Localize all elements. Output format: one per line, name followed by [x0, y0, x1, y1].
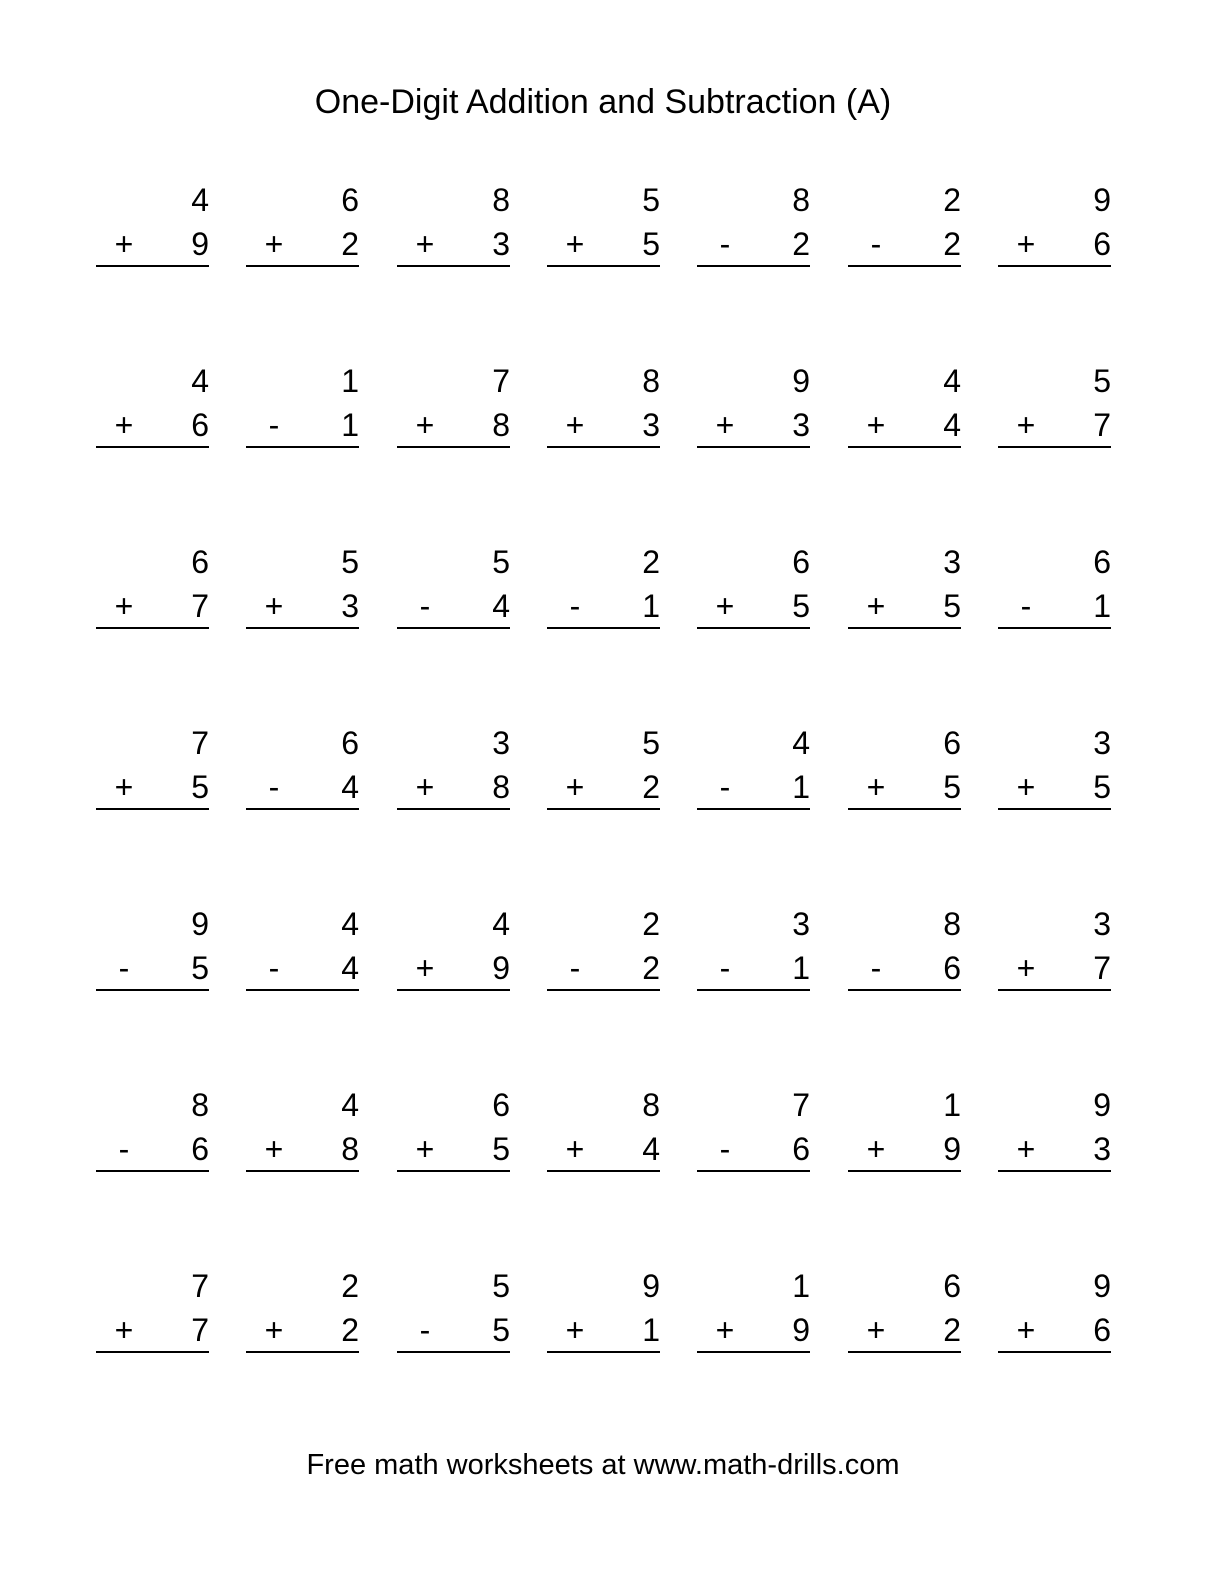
bottom-number: 6: [943, 950, 961, 986]
answer-line: [397, 265, 510, 267]
bottom-number: 2: [642, 769, 660, 805]
answer-line: [998, 446, 1111, 448]
problem: [246, 904, 359, 994]
top-number: 5: [642, 182, 660, 218]
problem: [397, 723, 510, 813]
problem: [697, 904, 810, 994]
answer-line: [697, 1351, 810, 1353]
top-number: 5: [492, 544, 510, 580]
bottom-number: 3: [642, 407, 660, 443]
bottom-number: 5: [792, 588, 810, 624]
problem: [998, 542, 1111, 632]
operator: -: [870, 950, 882, 986]
problem: [697, 1085, 810, 1175]
operator: +: [565, 226, 585, 262]
bottom-number: 5: [943, 588, 961, 624]
top-number: 9: [1093, 1087, 1111, 1123]
operator: +: [264, 226, 284, 262]
operator: -: [569, 588, 581, 624]
operator: +: [866, 1131, 886, 1167]
operator: -: [118, 950, 130, 986]
answer-line: [547, 446, 660, 448]
answer-line: [96, 989, 209, 991]
bottom-number: 1: [792, 769, 810, 805]
top-number: 5: [1093, 363, 1111, 399]
top-number: 7: [792, 1087, 810, 1123]
problem: [998, 723, 1111, 813]
operator: +: [866, 588, 886, 624]
answer-line: [697, 808, 810, 810]
top-number: 5: [642, 725, 660, 761]
problem: [848, 1266, 961, 1356]
answer-line: [998, 989, 1111, 991]
problem-row: [96, 723, 1116, 904]
answer-line: [397, 1170, 510, 1172]
problem: [998, 180, 1111, 270]
problem: [397, 180, 510, 270]
operator: +: [415, 950, 435, 986]
operator: -: [719, 1131, 731, 1167]
answer-line: [848, 446, 961, 448]
answer-line: [848, 627, 961, 629]
top-number: 4: [191, 182, 209, 218]
problem: [848, 1085, 961, 1175]
answer-line: [848, 265, 961, 267]
bottom-number: 2: [943, 226, 961, 262]
footer-text: Free math worksheets at www.math-drills.com: [306, 1449, 900, 1481]
bottom-number: 3: [492, 226, 510, 262]
problem: [848, 723, 961, 813]
problem: [547, 1085, 660, 1175]
answer-line: [96, 1170, 209, 1172]
bottom-number: 6: [191, 1131, 209, 1167]
operator: -: [719, 226, 731, 262]
operator: -: [419, 1312, 431, 1348]
bottom-number: 2: [341, 226, 359, 262]
answer-line: [397, 1351, 510, 1353]
answer-line: [547, 1170, 660, 1172]
bottom-number: 5: [492, 1131, 510, 1167]
top-number: 4: [792, 725, 810, 761]
operator: +: [715, 588, 735, 624]
problem: [397, 904, 510, 994]
problem: [547, 180, 660, 270]
top-number: 6: [1093, 544, 1111, 580]
answer-line: [96, 265, 209, 267]
problem: [246, 180, 359, 270]
problem: [998, 361, 1111, 451]
top-number: 5: [492, 1268, 510, 1304]
top-number: 8: [943, 906, 961, 942]
bottom-number: 5: [642, 226, 660, 262]
bottom-number: 6: [1093, 226, 1111, 262]
problem-row: [96, 361, 1116, 542]
operator: -: [1020, 588, 1032, 624]
bottom-number: 8: [341, 1131, 359, 1167]
top-number: 9: [191, 906, 209, 942]
problem: [246, 361, 359, 451]
answer-line: [397, 989, 510, 991]
operator: +: [1016, 226, 1036, 262]
answer-line: [96, 808, 209, 810]
problem: [848, 361, 961, 451]
problem: [397, 1085, 510, 1175]
top-number: 4: [341, 906, 359, 942]
problem-row: [96, 904, 1116, 1085]
top-number: 1: [943, 1087, 961, 1123]
answer-line: [547, 265, 660, 267]
answer-line: [547, 1351, 660, 1353]
bottom-number: 2: [341, 1312, 359, 1348]
bottom-number: 5: [191, 769, 209, 805]
operator: +: [114, 226, 134, 262]
top-number: 3: [1093, 906, 1111, 942]
top-number: 3: [943, 544, 961, 580]
answer-line: [998, 627, 1111, 629]
bottom-number: 7: [191, 1312, 209, 1348]
operator: -: [118, 1131, 130, 1167]
problem-row: [96, 180, 1116, 361]
problem-row: [96, 1085, 1116, 1266]
bottom-number: 1: [792, 950, 810, 986]
bottom-number: 9: [792, 1312, 810, 1348]
problem: [547, 542, 660, 632]
bottom-number: 9: [943, 1131, 961, 1167]
answer-line: [848, 1351, 961, 1353]
bottom-number: 4: [341, 950, 359, 986]
operator: -: [268, 769, 280, 805]
problem: [246, 1085, 359, 1175]
answer-line: [848, 989, 961, 991]
bottom-number: 1: [341, 407, 359, 443]
answer-line: [848, 1170, 961, 1172]
top-number: 2: [341, 1268, 359, 1304]
problem: [697, 1266, 810, 1356]
problem: [96, 904, 209, 994]
page-title: One-Digit Addition and Subtraction (A): [314, 83, 892, 121]
bottom-number: 3: [1093, 1131, 1111, 1167]
top-number: 7: [191, 725, 209, 761]
top-number: 4: [191, 363, 209, 399]
problem: [848, 542, 961, 632]
problem: [547, 361, 660, 451]
operator: +: [264, 588, 284, 624]
answer-line: [397, 627, 510, 629]
top-number: 6: [341, 725, 359, 761]
answer-line: [96, 627, 209, 629]
bottom-number: 1: [642, 1312, 660, 1348]
operator: -: [419, 588, 431, 624]
bottom-number: 6: [191, 407, 209, 443]
operator: +: [866, 1312, 886, 1348]
top-number: 8: [642, 363, 660, 399]
operator: +: [415, 1131, 435, 1167]
operator: +: [1016, 1131, 1036, 1167]
problem: [998, 904, 1111, 994]
bottom-number: 6: [1093, 1312, 1111, 1348]
top-number: 9: [792, 363, 810, 399]
top-number: 8: [792, 182, 810, 218]
operator: -: [870, 226, 882, 262]
operator: +: [114, 407, 134, 443]
bottom-number: 7: [1093, 950, 1111, 986]
bottom-number: 4: [492, 588, 510, 624]
bottom-number: 9: [492, 950, 510, 986]
top-number: 4: [943, 363, 961, 399]
top-number: 6: [191, 544, 209, 580]
answer-line: [697, 989, 810, 991]
problem: [998, 1266, 1111, 1356]
bottom-number: 6: [792, 1131, 810, 1167]
operator: +: [415, 226, 435, 262]
answer-line: [246, 1351, 359, 1353]
answer-line: [246, 808, 359, 810]
top-number: 6: [341, 182, 359, 218]
operator: +: [114, 769, 134, 805]
bottom-number: 2: [642, 950, 660, 986]
answer-line: [246, 446, 359, 448]
problem: [397, 361, 510, 451]
answer-line: [998, 1351, 1111, 1353]
operator: +: [1016, 407, 1036, 443]
operator: +: [114, 588, 134, 624]
top-number: 4: [492, 906, 510, 942]
top-number: 9: [1093, 1268, 1111, 1304]
operator: -: [569, 950, 581, 986]
problem: [697, 180, 810, 270]
problem-row: [96, 1266, 1116, 1447]
top-number: 2: [642, 544, 660, 580]
top-number: 1: [792, 1268, 810, 1304]
operator: +: [1016, 769, 1036, 805]
operator: -: [268, 407, 280, 443]
problem: [848, 904, 961, 994]
answer-line: [246, 989, 359, 991]
bottom-number: 3: [341, 588, 359, 624]
answer-line: [697, 265, 810, 267]
bottom-number: 8: [492, 769, 510, 805]
operator: +: [264, 1312, 284, 1348]
top-number: 3: [792, 906, 810, 942]
top-number: 5: [341, 544, 359, 580]
top-number: 3: [1093, 725, 1111, 761]
operator: +: [415, 407, 435, 443]
top-number: 2: [943, 182, 961, 218]
problem: [848, 180, 961, 270]
top-number: 1: [341, 363, 359, 399]
problem: [397, 542, 510, 632]
bottom-number: 5: [943, 769, 961, 805]
problem: [397, 1266, 510, 1356]
bottom-number: 4: [341, 769, 359, 805]
problem: [246, 1266, 359, 1356]
operator: +: [866, 769, 886, 805]
top-number: 2: [642, 906, 660, 942]
answer-line: [998, 1170, 1111, 1172]
answer-line: [96, 1351, 209, 1353]
answer-line: [547, 989, 660, 991]
bottom-number: 2: [792, 226, 810, 262]
top-number: 6: [943, 1268, 961, 1304]
problem: [697, 361, 810, 451]
top-number: 8: [191, 1087, 209, 1123]
operator: +: [1016, 1312, 1036, 1348]
bottom-number: 3: [792, 407, 810, 443]
problem-grid: [96, 180, 1116, 1447]
top-number: 9: [1093, 182, 1111, 218]
top-number: 6: [792, 544, 810, 580]
problem: [96, 1266, 209, 1356]
bottom-number: 5: [1093, 769, 1111, 805]
operator: -: [719, 950, 731, 986]
problem: [998, 1085, 1111, 1175]
answer-line: [397, 808, 510, 810]
answer-line: [697, 627, 810, 629]
top-number: 7: [191, 1268, 209, 1304]
operator: +: [715, 1312, 735, 1348]
answer-line: [246, 627, 359, 629]
operator: +: [114, 1312, 134, 1348]
operator: +: [1016, 950, 1036, 986]
operator: +: [565, 769, 585, 805]
answer-line: [697, 446, 810, 448]
bottom-number: 9: [191, 226, 209, 262]
operator: -: [719, 769, 731, 805]
answer-line: [246, 265, 359, 267]
top-number: 4: [341, 1087, 359, 1123]
bottom-number: 8: [492, 407, 510, 443]
bottom-number: 7: [191, 588, 209, 624]
answer-line: [998, 808, 1111, 810]
bottom-number: 2: [943, 1312, 961, 1348]
problem: [96, 361, 209, 451]
problem: [96, 1085, 209, 1175]
answer-line: [397, 446, 510, 448]
operator: +: [415, 769, 435, 805]
answer-line: [547, 627, 660, 629]
problem: [246, 723, 359, 813]
top-number: 8: [642, 1087, 660, 1123]
top-number: 8: [492, 182, 510, 218]
problem: [547, 723, 660, 813]
top-number: 9: [642, 1268, 660, 1304]
problem: [96, 180, 209, 270]
top-number: 7: [492, 363, 510, 399]
problem-row: [96, 542, 1116, 723]
bottom-number: 1: [642, 588, 660, 624]
problem: [96, 723, 209, 813]
operator: -: [268, 950, 280, 986]
operator: +: [565, 1131, 585, 1167]
bottom-number: 5: [191, 950, 209, 986]
operator: +: [715, 407, 735, 443]
problem: [547, 1266, 660, 1356]
answer-line: [246, 1170, 359, 1172]
operator: +: [264, 1131, 284, 1167]
bottom-number: 5: [492, 1312, 510, 1348]
top-number: 6: [943, 725, 961, 761]
problem: [96, 542, 209, 632]
answer-line: [96, 446, 209, 448]
problem: [246, 542, 359, 632]
bottom-number: 7: [1093, 407, 1111, 443]
answer-line: [697, 1170, 810, 1172]
bottom-number: 4: [943, 407, 961, 443]
answer-line: [998, 265, 1111, 267]
top-number: 6: [492, 1087, 510, 1123]
problem: [547, 904, 660, 994]
operator: +: [565, 407, 585, 443]
operator: +: [866, 407, 886, 443]
answer-line: [848, 808, 961, 810]
bottom-number: 4: [642, 1131, 660, 1167]
top-number: 3: [492, 725, 510, 761]
operator: +: [565, 1312, 585, 1348]
bottom-number: 1: [1093, 588, 1111, 624]
problem: [697, 542, 810, 632]
answer-line: [547, 808, 660, 810]
problem: [697, 723, 810, 813]
